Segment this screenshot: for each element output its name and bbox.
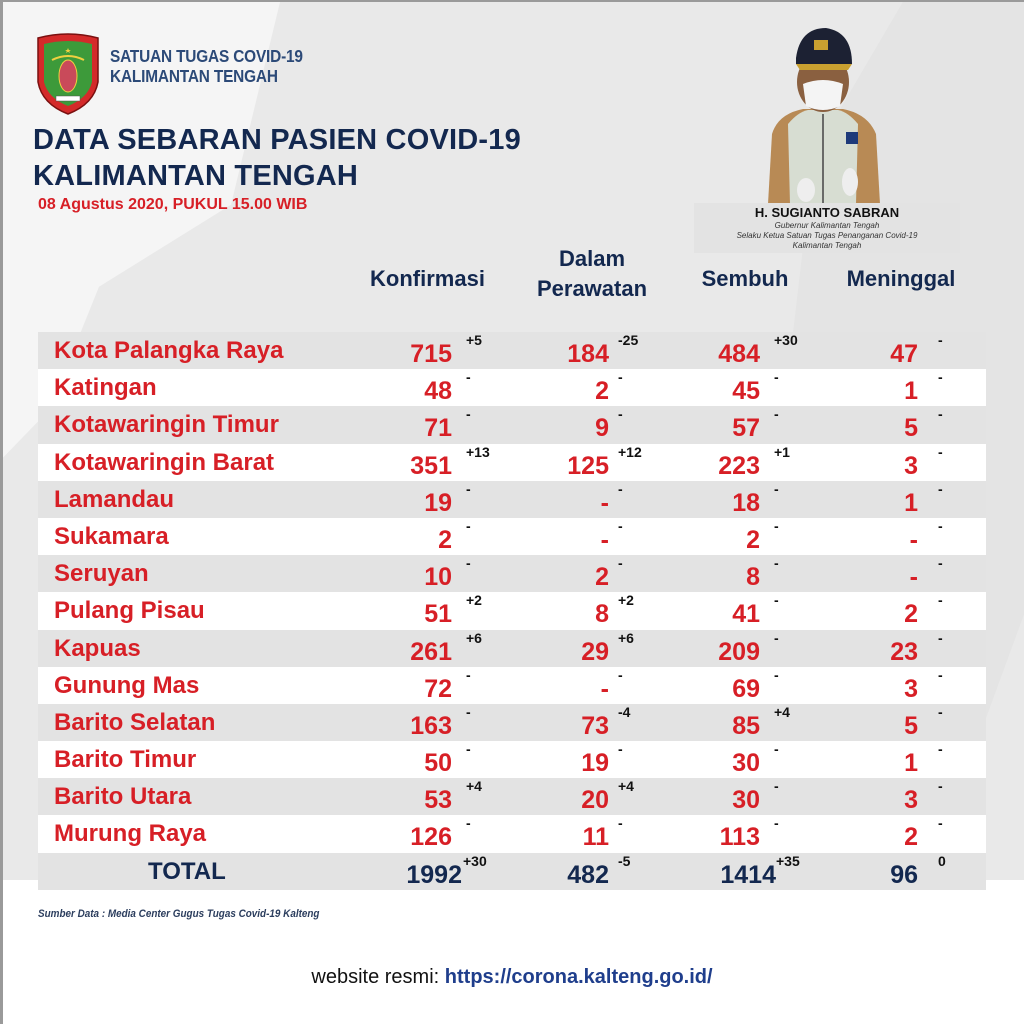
- konfirmasi-delta: -: [466, 703, 471, 720]
- meninggal-delta: -: [938, 703, 943, 720]
- meninggal-delta: -: [938, 443, 943, 460]
- meninggal-delta: -: [938, 369, 943, 386]
- konfirmasi-delta: -: [466, 666, 471, 683]
- table-row: [38, 406, 986, 443]
- table-row: [38, 741, 986, 778]
- meninggal-value: 23: [890, 637, 918, 666]
- meninggal-delta: -: [938, 555, 943, 572]
- perawatan-value: 29: [581, 637, 609, 666]
- governor-title-3: Kalimantan Tengah: [792, 241, 862, 250]
- sembuh-value: 8: [746, 563, 760, 592]
- perawatan-delta: -: [618, 517, 623, 534]
- column-header-dalam: Dalam: [558, 246, 626, 271]
- meninggal-delta: -: [938, 815, 943, 832]
- meninggal-value: -: [909, 525, 918, 554]
- konfirmasi-delta: -: [466, 369, 471, 386]
- konfirmasi-delta: -: [466, 480, 471, 497]
- meninggal-delta: -: [938, 480, 943, 497]
- sembuh-delta: +30: [774, 332, 798, 348]
- website-label: website resmi:: [311, 966, 445, 988]
- sembuh-delta: -: [774, 592, 779, 609]
- konfirmasi-value: 126: [410, 823, 452, 852]
- page-title: [33, 122, 521, 194]
- meninggal-value: 1: [904, 488, 918, 517]
- sembuh-value: 69: [732, 674, 760, 703]
- total-sembuh-delta: +35: [776, 852, 800, 869]
- meninggal-delta: -: [938, 332, 943, 348]
- table-row: [38, 481, 986, 518]
- konfirmasi-value: 351: [410, 451, 452, 480]
- table-row: [38, 444, 986, 481]
- meninggal-value: 2: [904, 600, 918, 629]
- sembuh-value: 30: [732, 786, 760, 815]
- konfirmasi-delta: +4: [466, 778, 482, 795]
- sembuh-delta: -: [774, 555, 779, 572]
- column-header-konfirmasi: Konfirmasi: [370, 266, 485, 291]
- perawatan-value: -: [600, 488, 609, 517]
- konfirmasi-value: 2: [438, 525, 452, 554]
- meninggal-value: 2: [904, 823, 918, 852]
- org-line-1: SATUAN TUGAS COVID-19: [110, 46, 303, 66]
- total-label: TOTAL: [148, 857, 226, 885]
- konfirmasi-delta: -: [466, 815, 471, 832]
- sembuh-value: 2: [746, 525, 760, 554]
- perawatan-delta: +12: [618, 443, 642, 460]
- konfirmasi-value: 715: [410, 340, 452, 368]
- table-row: [38, 592, 986, 629]
- governor-photo: [748, 14, 898, 204]
- konfirmasi-delta: -: [466, 555, 471, 572]
- sembuh-delta: -: [774, 815, 779, 832]
- covid-data-table: [38, 332, 986, 890]
- konfirmasi-delta: +6: [466, 629, 482, 646]
- konfirmasi-value: 163: [410, 711, 452, 740]
- footer-background: [0, 880, 1024, 1024]
- sembuh-value: 223: [718, 451, 760, 480]
- meninggal-value: 3: [904, 674, 918, 703]
- konfirmasi-value: 10: [424, 563, 452, 592]
- sembuh-delta: -: [774, 666, 779, 683]
- region-name: Kota Palangka Raya: [54, 337, 284, 364]
- perawatan-delta: -: [618, 555, 623, 572]
- meninggal-delta: -: [938, 778, 943, 795]
- data-source-note: Sumber Data : Media Center Gugus Tugas Covid-19 Kalteng: [38, 908, 320, 920]
- total-meninggal-delta: 0: [938, 852, 946, 869]
- perawatan-delta: -: [618, 406, 623, 423]
- total-meninggal-value: 96: [890, 860, 918, 889]
- column-header-sembuh: Sembuh: [701, 266, 789, 291]
- konfirmasi-value: 48: [424, 377, 452, 406]
- region-name: Barito Utara: [54, 783, 192, 811]
- footer: [0, 966, 1024, 989]
- region-name: Seruyan: [54, 560, 149, 588]
- meninggal-value: 5: [904, 711, 918, 740]
- perawatan-value: 20: [581, 786, 609, 815]
- sembuh-value: 113: [719, 823, 760, 852]
- total-row: [38, 853, 986, 890]
- perawatan-delta: +4: [618, 778, 634, 795]
- sembuh-value: 57: [732, 414, 760, 443]
- column-header-perawatan: Perawatan: [536, 276, 648, 301]
- table-row: [38, 369, 986, 406]
- total-konfirmasi-value: 1992: [406, 860, 462, 889]
- sembuh-delta: -: [774, 778, 779, 795]
- perawatan-value: -: [600, 525, 609, 554]
- perawatan-delta: -: [618, 369, 623, 386]
- sembuh-value: 484: [718, 340, 760, 368]
- meninggal-delta: -: [938, 592, 943, 609]
- perawatan-delta: +2: [618, 592, 634, 609]
- perawatan-value: 11: [582, 823, 609, 852]
- table-row: [38, 667, 986, 704]
- meninggal-value: 1: [904, 749, 918, 778]
- konfirmasi-value: 50: [424, 749, 452, 778]
- region-name: Pulang Pisau: [54, 597, 205, 625]
- perawatan-delta: -: [618, 480, 623, 497]
- sembuh-delta: +1: [774, 443, 790, 460]
- region-name: Katingan: [54, 374, 157, 402]
- konfirmasi-delta: +13: [466, 443, 490, 460]
- total-perawatan-delta: -5: [618, 852, 631, 869]
- table-row: [38, 778, 986, 815]
- perawatan-value: 125: [567, 451, 609, 480]
- meninggal-delta: -: [938, 629, 943, 646]
- sembuh-delta: -: [774, 741, 779, 758]
- perawatan-value: 19: [581, 749, 609, 778]
- perawatan-delta: -: [618, 666, 623, 683]
- konfirmasi-value: 261: [410, 637, 452, 666]
- column-header-meninggal: Meninggal: [846, 266, 956, 291]
- title-line-1: DATA SEBARAN PASIEN COVID-19: [33, 124, 521, 156]
- report-date: 08 Agustus 2020, PUKUL 15.00 WIB: [38, 196, 308, 213]
- org-name: [110, 46, 303, 86]
- org-line-2: KALIMANTAN TENGAH: [110, 66, 278, 86]
- title-line-2: KALIMANTAN TENGAH: [33, 160, 359, 192]
- meninggal-delta: -: [938, 406, 943, 423]
- sembuh-value: 85: [732, 711, 760, 740]
- column-header-dalam-perawatan: [512, 244, 672, 304]
- perawatan-value: -: [600, 674, 609, 703]
- konfirmasi-delta: -: [466, 517, 471, 534]
- sembuh-delta: -: [774, 517, 779, 534]
- governor-name: H. SUGIANTO SABRAN: [754, 205, 900, 220]
- sembuh-value: 41: [732, 600, 760, 629]
- total-konfirmasi-delta: +30: [463, 852, 487, 869]
- konfirmasi-value: 71: [424, 414, 452, 443]
- region-name: Lamandau: [54, 485, 175, 513]
- governor-title-1: Gubernur Kalimantan Tengah: [774, 221, 880, 230]
- konfirmasi-value: 19: [424, 488, 452, 517]
- meninggal-delta: -: [938, 517, 943, 534]
- sembuh-value: 209: [718, 637, 760, 666]
- region-name: Kapuas: [54, 634, 141, 662]
- meninggal-delta: -: [938, 741, 943, 758]
- table-row: [38, 332, 986, 369]
- sembuh-delta: -: [774, 406, 779, 423]
- meninggal-value: 1: [904, 377, 918, 406]
- total-perawatan-value: 482: [567, 860, 609, 889]
- meninggal-delta: -: [938, 666, 943, 683]
- table-row: [38, 555, 986, 592]
- sembuh-delta: -: [774, 369, 779, 386]
- perawatan-value: 2: [595, 377, 609, 406]
- perawatan-delta: -: [618, 741, 623, 758]
- perawatan-delta: -25: [618, 332, 639, 348]
- meninggal-value: -: [909, 563, 918, 592]
- konfirmasi-delta: +5: [466, 332, 482, 348]
- perawatan-value: 9: [595, 414, 609, 443]
- konfirmasi-value: 51: [424, 600, 452, 629]
- perawatan-delta: -4: [618, 703, 631, 720]
- sembuh-delta: -: [774, 629, 779, 646]
- total-sembuh-value: 1414: [720, 860, 776, 889]
- meninggal-value: 3: [904, 451, 918, 480]
- meninggal-value: 3: [904, 786, 918, 815]
- sembuh-value: 18: [732, 488, 760, 517]
- perawatan-delta: +6: [618, 629, 634, 646]
- konfirmasi-delta: +2: [466, 592, 482, 609]
- governor-title-2: Selaku Ketua Satuan Tugas Penanganan Covid-19: [736, 231, 918, 240]
- meninggal-value: 47: [890, 340, 918, 368]
- perawatan-value: 73: [581, 711, 609, 740]
- region-name: Sukamara: [54, 522, 169, 550]
- table-row: [38, 815, 986, 852]
- region-name: Gunung Mas: [54, 671, 200, 699]
- website-link[interactable]: https://corona.kalteng.go.id/: [444, 966, 713, 988]
- region-name: Kotawaringin Timur: [54, 411, 279, 439]
- konfirmasi-delta: -: [466, 406, 471, 423]
- perawatan-value: 8: [595, 600, 609, 629]
- sembuh-value: 45: [732, 377, 760, 406]
- meninggal-value: 5: [904, 414, 918, 443]
- perawatan-delta: -: [618, 815, 623, 832]
- table-row: [38, 518, 986, 555]
- sembuh-value: 30: [732, 749, 760, 778]
- konfirmasi-value: 72: [424, 674, 452, 703]
- perawatan-value: 2: [595, 563, 609, 592]
- konfirmasi-value: 53: [424, 786, 452, 815]
- kalteng-emblem-icon: [34, 32, 102, 116]
- table-row: [38, 704, 986, 741]
- region-name: Murung Raya: [54, 820, 207, 848]
- region-name: Barito Timur: [54, 746, 197, 774]
- region-name: Kotawaringin Barat: [54, 448, 275, 476]
- governor-caption: [694, 203, 960, 253]
- sembuh-delta: -: [774, 480, 779, 497]
- konfirmasi-delta: -: [466, 741, 471, 758]
- region-name: Barito Selatan: [54, 708, 216, 736]
- sembuh-delta: +4: [774, 703, 790, 720]
- table-row: [38, 630, 986, 667]
- perawatan-value: 184: [567, 340, 609, 368]
